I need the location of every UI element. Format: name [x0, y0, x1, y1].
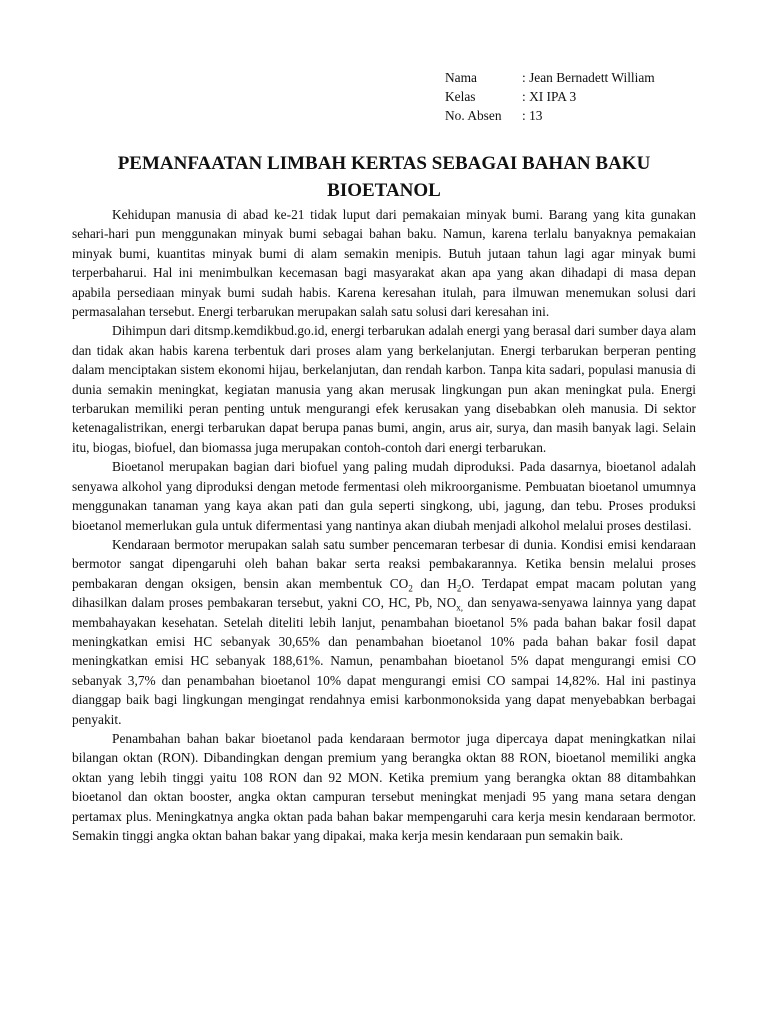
- paragraph-4-part-c: O. Terdapat empat macam polutan yang dihasilkan dalam proses pembakaran tersebut, yakni CO, HC, Pb, NO: [72, 575, 697, 611]
- paragraph-5: Penambahan bahan bakar bioetanol pada kendaraan bermotor juga dipercaya dapat meningkatkan nilai bilangan oktan (RON). Dibandingkan dengan premium yang berangka oktan 88 RON, bioetanol memiliki angka oktan yang lebih tinggi yaitu 108 RON dan 92 MON. Ketika premium yang berangka oktan 88 ditambahkan bioetanol dan oktan booster, angka oktan campuran tersebut meningkat menjadi 95 yang mana setara dengan pertamax plus. Meningkatnya angka oktan pada bahan bakar mempengaruhi cara kerja mesin kendaraan bermotor. Semakin tinggi angka oktan bahan bakar yang dipakai, maka kerja mesin kendaraan pun semakin baik.: [72, 730, 696, 843]
- document-body: [72, 205, 696, 845]
- student-identity-block: [445, 68, 655, 125]
- paragraph-4: [72, 535, 696, 729]
- name-value: : Jean Bernadett William: [522, 70, 655, 85]
- absen-row: [445, 106, 655, 125]
- name-row: [445, 68, 655, 87]
- title-line-1: PEMANFAATAN LIMBAH KERTAS SEBAGAI BAHAN BAKU: [117, 153, 651, 174]
- paragraph-4-part-b: dan H: [412, 575, 457, 591]
- co2-subscript: 2: [408, 583, 413, 594]
- absen-value: : 13: [522, 108, 543, 123]
- h2o-subscript: 2: [456, 583, 462, 594]
- paragraph-4-part-a: Kendaraan bermotor merupakan salah satu sumber pencemaran terbesar di dunia. Kondisi emisi kendaraan bermotor sangat dipengaruhi oleh bahan bakar serta reaksi pembakarannya. Ketika bensin melalui proses pembakaran dengan oksigen, bensin akan membentuk CO: [72, 536, 696, 591]
- paragraph-1: Kehidupan manusia di abad ke-21 tidak luput dari pemakaian minyak bumi. Barang yang kita gunakan sehari-hari pun menggunakan minyak bumi sebagai bahan baku. Namun, karena terlalu banyaknya pemakaian minyak bumi, kuantitas minyak bumi di alam semakin menipis. Butuh jutaan tahun lagi agar minyak bumi terperbaharui. Hal ini menimbulkan kecemasan bagi masyarakat akan apa yang akan dihadapi di masa depan apabila persediaan minyak bumi sudah habis. Karena keresahan itulah, para ilmuwan menemukan solusi dari permasalahan tersebut. Energi terbarukan merupakan salah satu solusi dari keresahan ini.: [72, 207, 696, 320]
- title-line-2: BIOETANOL: [327, 180, 441, 201]
- document-title: [72, 150, 696, 204]
- name-label: Nama: [445, 70, 477, 85]
- paragraph-3: Bioetanol merupakan bagian dari biofuel yang paling mudah diproduksi. Pada dasarnya, bioetanol adalah senyawa alkohol yang diproduksi dengan metode fermentasi oleh mikroorganisme. Pembuatan bioetanol umumnya menggunakan tanaman yang kaya akan pati dan gula seperti singkong, ubi, jagung, dan tebu. Proses produksi bioetanol memerlukan gula untuk difermentasi yang nantinya akan diubah menjadi alkohol melalui proses destilasi.: [72, 459, 696, 533]
- class-row: [445, 87, 655, 106]
- class-value: : XI IPA 3: [522, 89, 577, 104]
- paragraph-4-part-d: dan senyawa-senyawa lainnya yang dapat membahayakan kesehatan. Setelah diteliti lebih lanjut, penambahan bioetanol 5% pada bahan bakar fosil dapat meningkatkan emisi HC sebanyak 30,65% dan penambahan bioetanol 10% pada bahan bakar fosil dapat meningkatkan emisi HC sebanyak 188,61%. Namun, penambahan bioetanol 5% dapat mengurangi emisi CO sebanyak 3,7% dan penambahan bioetanol 10% dapat mengurangi emisi CO sampai 14,82%. Hal ini pastinya dianggap baik bagi lingkungan mengingat rendahnya emisi karbonmonoksida yang dapat menyebabkan berbagai penyakit.: [72, 595, 696, 727]
- nox-subscript: x,: [456, 602, 463, 613]
- absen-label: No. Absen: [445, 108, 502, 123]
- paragraph-2: Dihimpun dari ditsmp.kemdikbud.go.id, energi terbarukan adalah energi yang berasal dari sumber daya alam dan tidak akan habis karena terbentuk dari proses alam yang berkelanjutan. Energi terbarukan berperan penting dalam menciptakan sistem ekonomi hijau, berkelanjutan, dan rendah karbon. Tanpa kita sadari, populasi manusia di dunia semakin meningkat, kegiatan manusia yang akan merusak lingkungan pun akan meningkat pula. Energi terbarukan memiliki peran penting untuk mengurangi efek kerusakan yang disebabkan oleh manusia. Di sektor ketenagalistrikan, energi terbarukan dapat berupa panas bumi, angin, arus air, surya, dan masih banyak lagi. Selain itu, biogas, biofuel, dan biomassa juga merupakan contoh-contoh dari energi terbarukan.: [72, 323, 696, 455]
- class-label: Kelas: [445, 89, 476, 104]
